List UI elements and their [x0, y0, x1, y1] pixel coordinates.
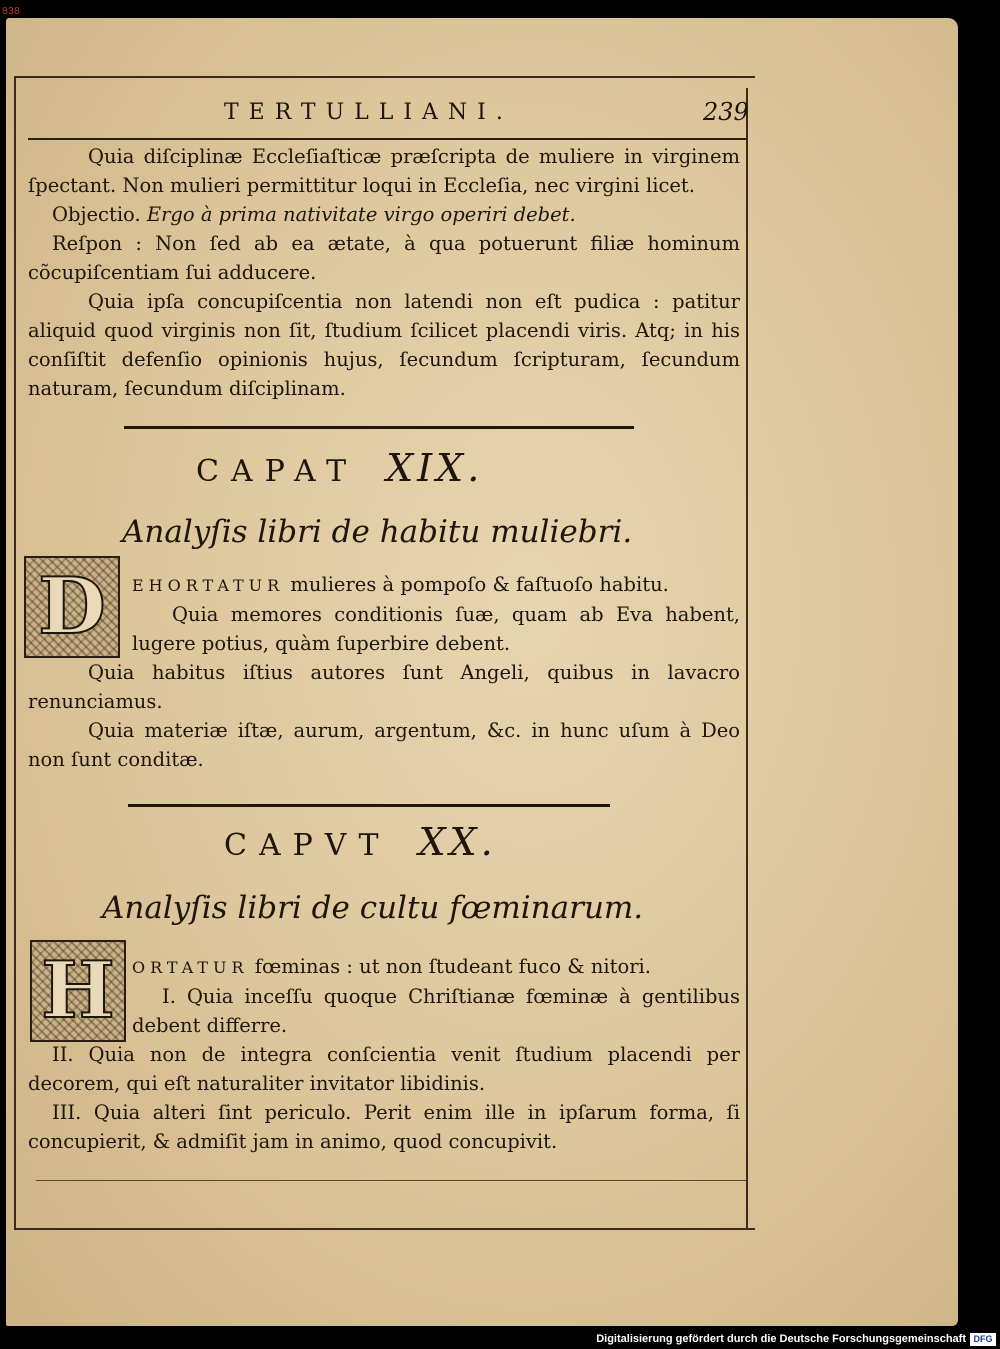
chapter20-lead-paragraph: [28, 952, 740, 982]
objectio-paragraph: [28, 200, 740, 229]
chapter20-paragraph-1: fœminas : ut non ſtudeant fuco & nitori.: [254, 955, 651, 978]
chapter19-paragraph-2: Quia memores conditionis ſuæ, quam ab Eva habent, lugere potius, quàm ſuperbire debent.: [132, 603, 740, 655]
chapter20-lead: ORTATUR: [132, 958, 249, 977]
chapter20-paragraph-2: I. Quia inceſſu quoque Chriſtianæ fœminæ à gentilibus debent differre.: [132, 985, 740, 1037]
chapter19-label: CAPAT: [196, 454, 359, 489]
scan-id-label: 838: [2, 6, 21, 17]
chapter20-subtitle: Analyſis libri de cultu fœminarum.: [102, 890, 644, 926]
chapter19-paragraph-3: Quia habitus iſtius autores ſunt Angeli, quibus in lavacro renunciamus.: [28, 661, 740, 713]
page-number: 239: [703, 98, 749, 126]
respon-paragraph: Reſpon : Non ſed ab ea ætate, à qua potuerunt filiæ hominum cõcupiſcentiam ſui adducere.: [28, 232, 740, 284]
chapter19-numeral: XIX.: [386, 446, 484, 490]
chapter19-heading: [196, 446, 483, 490]
intro-paragraph-4: Quia ipſa concupiſcentia non latendi non eſt pudica : patitur aliquid quod virginis non ſit, ſtudium ſcilicet placendi viris. Atq; in his conſiſtit defenſio opinionis hujus, ſecundum ſcripturam, ſecundum naturam, ſecundum diſciplinam.: [28, 290, 740, 400]
chapter20-numeral: XX.: [418, 820, 497, 864]
chapter20-heading: [224, 820, 497, 864]
objectio-lead: Objectio.: [52, 203, 141, 226]
chapter19-rule: [124, 426, 634, 429]
intro-paragraph-1: Quia diſciplinæ Eccleſiaſticæ præſcripta de muliere in virginem ſpectant. Non mulieri permittitur loqui in Eccleſia, nec virgini licet.: [28, 145, 740, 197]
chapter19-paragraph-1: mulieres à pompoſo & faſtuoſo habitu.: [290, 573, 669, 596]
chapter20-rule: [128, 804, 610, 807]
chapter20-text-block: [28, 945, 740, 1156]
intro-text-block: [28, 142, 740, 403]
chapter20-initial-letter: H: [41, 945, 115, 1036]
header-rule: [28, 138, 746, 140]
dfg-logo-icon: DFG: [970, 1333, 996, 1346]
chapter19-lead: EHORTATUR: [132, 576, 285, 595]
chapter19-lead-paragraph: [28, 570, 740, 600]
bottom-rule: [36, 1180, 746, 1181]
running-title: TERTULLIANI.: [224, 100, 513, 125]
book-page: [6, 18, 958, 1326]
chapter19-paragraph-4: Quia materiæ iſtæ, aurum, argentum, &c. in hunc uſum à Deo non ſunt conditæ.: [28, 719, 740, 771]
chapter19-text-block: [28, 561, 740, 774]
footer-credit: Digitalisierung gefördert durch die Deutsche Forschungsgemeinschaft: [596, 1333, 966, 1345]
objectio-text: Ergo à prima nativitate virgo operiri debet.: [146, 203, 576, 226]
chapter20-paragraph-4: III. Quia alteri ſint periculo. Perit enim ille in ipſarum forma, ſi concupierit, & admiſit jam in animo, quod concupivit.: [28, 1101, 740, 1153]
frame-right-rule: [746, 88, 748, 1228]
chapter19-subtitle: Analyſis libri de habitu muliebri.: [122, 514, 633, 550]
chapter20-label: CAPVT: [224, 828, 391, 863]
chapter20-paragraph-3: II. Quia non de integra conſcientia venit ſtudium placendi per decorem, qui eſt naturaliter invitator libidinis.: [28, 1043, 740, 1095]
chapter19-initial-letter: D: [38, 561, 106, 652]
